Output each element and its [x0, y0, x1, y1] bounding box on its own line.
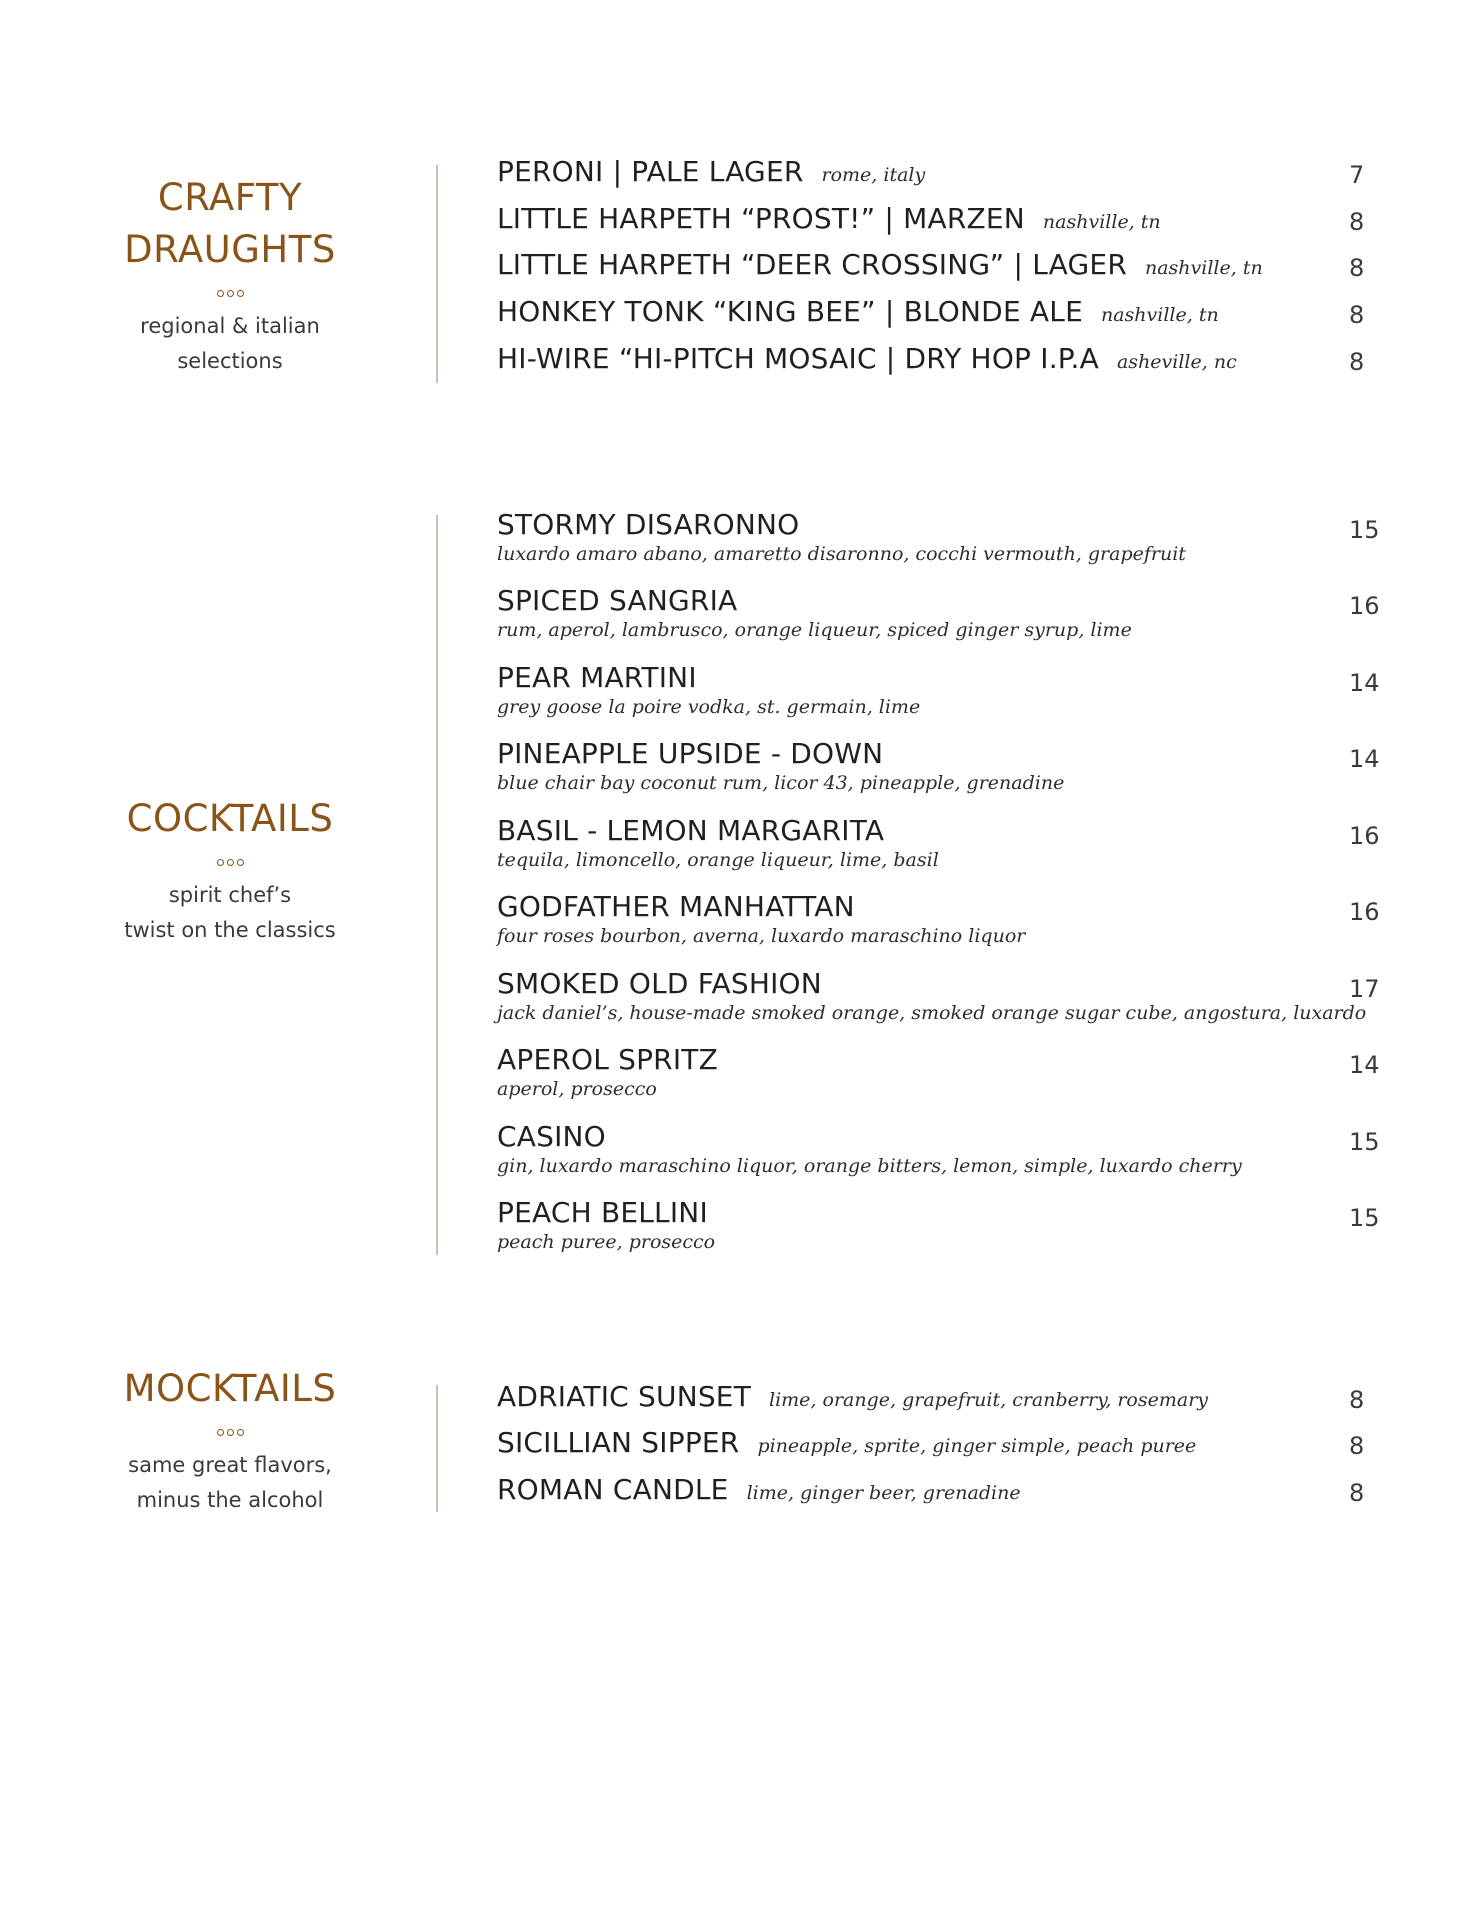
- item-name: ROMAN CANDLE: [497, 1473, 729, 1506]
- list-item: [497, 1043, 1380, 1100]
- item-name: PINEAPPLE UPSIDE - DOWN: [497, 737, 884, 770]
- dot-icon: [217, 290, 224, 297]
- draughts-subtitle-line1: regional & italian: [140, 314, 320, 338]
- list-item: [497, 814, 1380, 871]
- item-price: 15: [1349, 1204, 1380, 1232]
- item-description: rum, aperol, lambrusco, orange liqueur, spiced ginger syrup, lime: [497, 619, 1132, 641]
- item-price: 7: [1349, 161, 1365, 189]
- item-price: 15: [1349, 516, 1380, 544]
- item-price: 8: [1349, 1479, 1365, 1507]
- item-name: HI-WIRE “HI-PITCH MOSAIC | DRY HOP I.P.A: [497, 342, 1099, 375]
- mocktails-subtitle-line1: same great flavors,: [128, 1453, 332, 1477]
- item-origin: nashville, tn: [1144, 257, 1263, 279]
- mocktails-title: MOCKTAILS: [123, 1367, 337, 1410]
- item-price: 14: [1349, 1051, 1380, 1079]
- item-name: SMOKED OLD FASHION: [497, 967, 822, 1000]
- draughts-subtitle-line2: selections: [177, 349, 283, 373]
- item-name: BASIL - LEMON MARGARITA: [497, 814, 885, 847]
- list-item: [497, 584, 1380, 641]
- list-item: [497, 202, 1367, 235]
- list-item: [497, 295, 1367, 328]
- item-description: gin, luxardo maraschino liquor, orange bitters, lemon, simple, luxardo cherry: [497, 1155, 1242, 1177]
- item-name: CASINO: [497, 1120, 606, 1153]
- dot-icon: [227, 859, 234, 866]
- item-description: four roses bourbon, averna, luxardo maraschino liquor: [497, 925, 1026, 947]
- dot-icon: [227, 290, 234, 297]
- item-price: 15: [1349, 1128, 1380, 1156]
- item-description: tequila, limoncello, orange liqueur, lime, basil: [497, 849, 939, 871]
- cocktails-title: COCKTAILS: [126, 797, 334, 840]
- item-price: 8: [1349, 348, 1365, 376]
- item-name: LITTLE HARPETH “PROST!” | MARZEN: [497, 202, 1025, 235]
- list-item: [497, 342, 1367, 375]
- list-item: [497, 155, 1367, 188]
- ornament-dots: [95, 1429, 365, 1436]
- list-item: [497, 890, 1380, 947]
- item-ingredients: pineapple, sprite, ginger simple, peach puree: [757, 1435, 1197, 1457]
- item-price: 8: [1349, 254, 1365, 282]
- item-price: 14: [1349, 745, 1380, 773]
- item-ingredients: lime, orange, grapefruit, cranberry, rosemary: [769, 1389, 1209, 1411]
- item-origin: nashville, tn: [1042, 211, 1161, 233]
- item-ingredients: lime, ginger beer, grenadine: [746, 1482, 1021, 1504]
- list-item: [497, 248, 1367, 281]
- item-name: APEROL SPRITZ: [497, 1043, 718, 1076]
- item-description: aperol, prosecco: [497, 1078, 657, 1100]
- item-price: 17: [1349, 975, 1380, 1003]
- mocktails-heading-block: [95, 1363, 365, 1518]
- item-name: SICILLIAN SIPPER: [497, 1426, 740, 1459]
- list-item: [497, 1196, 1380, 1253]
- mocktails-subtitle-line2: minus the alcohol: [136, 1488, 324, 1512]
- item-name: SPICED SANGRIA: [497, 584, 738, 617]
- item-name: PERONI | PALE LAGER: [497, 155, 804, 188]
- item-origin: asheville, nc: [1116, 351, 1237, 373]
- ornament-dots: [95, 859, 365, 866]
- list-item: [497, 508, 1380, 565]
- item-price: 16: [1349, 822, 1380, 850]
- section-divider: [436, 1385, 438, 1512]
- item-name: PEAR MARTINI: [497, 661, 697, 694]
- item-price: 16: [1349, 592, 1380, 620]
- item-price: 8: [1349, 301, 1365, 329]
- dot-icon: [217, 859, 224, 866]
- item-price: 8: [1349, 1386, 1365, 1414]
- dot-icon: [237, 290, 244, 297]
- list-item: [497, 737, 1380, 794]
- list-item: [497, 1120, 1380, 1177]
- item-description: peach puree, prosecco: [497, 1231, 716, 1253]
- item-name: PEACH BELLINI: [497, 1196, 708, 1229]
- item-origin: rome, italy: [821, 164, 926, 186]
- item-description: blue chair bay coconut rum, licor 43, pineapple, grenadine: [497, 772, 1065, 794]
- section-divider: [436, 165, 438, 383]
- item-name: LITTLE HARPETH “DEER CROSSING” | LAGER: [497, 248, 1127, 281]
- item-price: 8: [1349, 1432, 1365, 1460]
- item-name: ADRIATIC SUNSET: [497, 1380, 752, 1413]
- list-item: [497, 1473, 1367, 1506]
- list-item: [497, 1426, 1367, 1459]
- dot-icon: [237, 1429, 244, 1436]
- item-origin: nashville, tn: [1100, 304, 1219, 326]
- dot-icon: [227, 1429, 234, 1436]
- item-description: grey goose la poire vodka, st. germain, lime: [497, 696, 921, 718]
- item-name: GODFATHER MANHATTAN: [497, 890, 855, 923]
- cocktails-subtitle-line2: twist on the classics: [124, 918, 336, 942]
- dot-icon: [217, 1429, 224, 1436]
- ornament-dots: [95, 290, 365, 297]
- item-price: 16: [1349, 898, 1380, 926]
- list-item: [497, 1380, 1367, 1413]
- cocktails-subtitle-line1: spirit chef’s: [168, 883, 292, 907]
- draughts-title-line1: CRAFTY: [157, 176, 303, 219]
- draughts-title-line2: DRAUGHTS: [124, 228, 336, 271]
- item-name: STORMY DISARONNO: [497, 508, 800, 541]
- item-description: jack daniel’s, house-made smoked orange, smoked orange sugar cube, angostura, luxardo: [497, 1002, 1367, 1024]
- cocktails-heading-block: [95, 793, 365, 948]
- section-divider: [436, 515, 438, 1255]
- list-item: [497, 661, 1380, 718]
- dot-icon: [237, 859, 244, 866]
- list-item: [497, 967, 1380, 1024]
- draughts-heading-block: [95, 172, 365, 379]
- item-price: 14: [1349, 669, 1380, 697]
- item-price: 8: [1349, 208, 1365, 236]
- item-description: luxardo amaro abano, amaretto disaronno, cocchi vermouth, grapefruit: [497, 543, 1186, 565]
- item-name: HONKEY TONK “KING BEE” | BLONDE ALE: [497, 295, 1083, 328]
